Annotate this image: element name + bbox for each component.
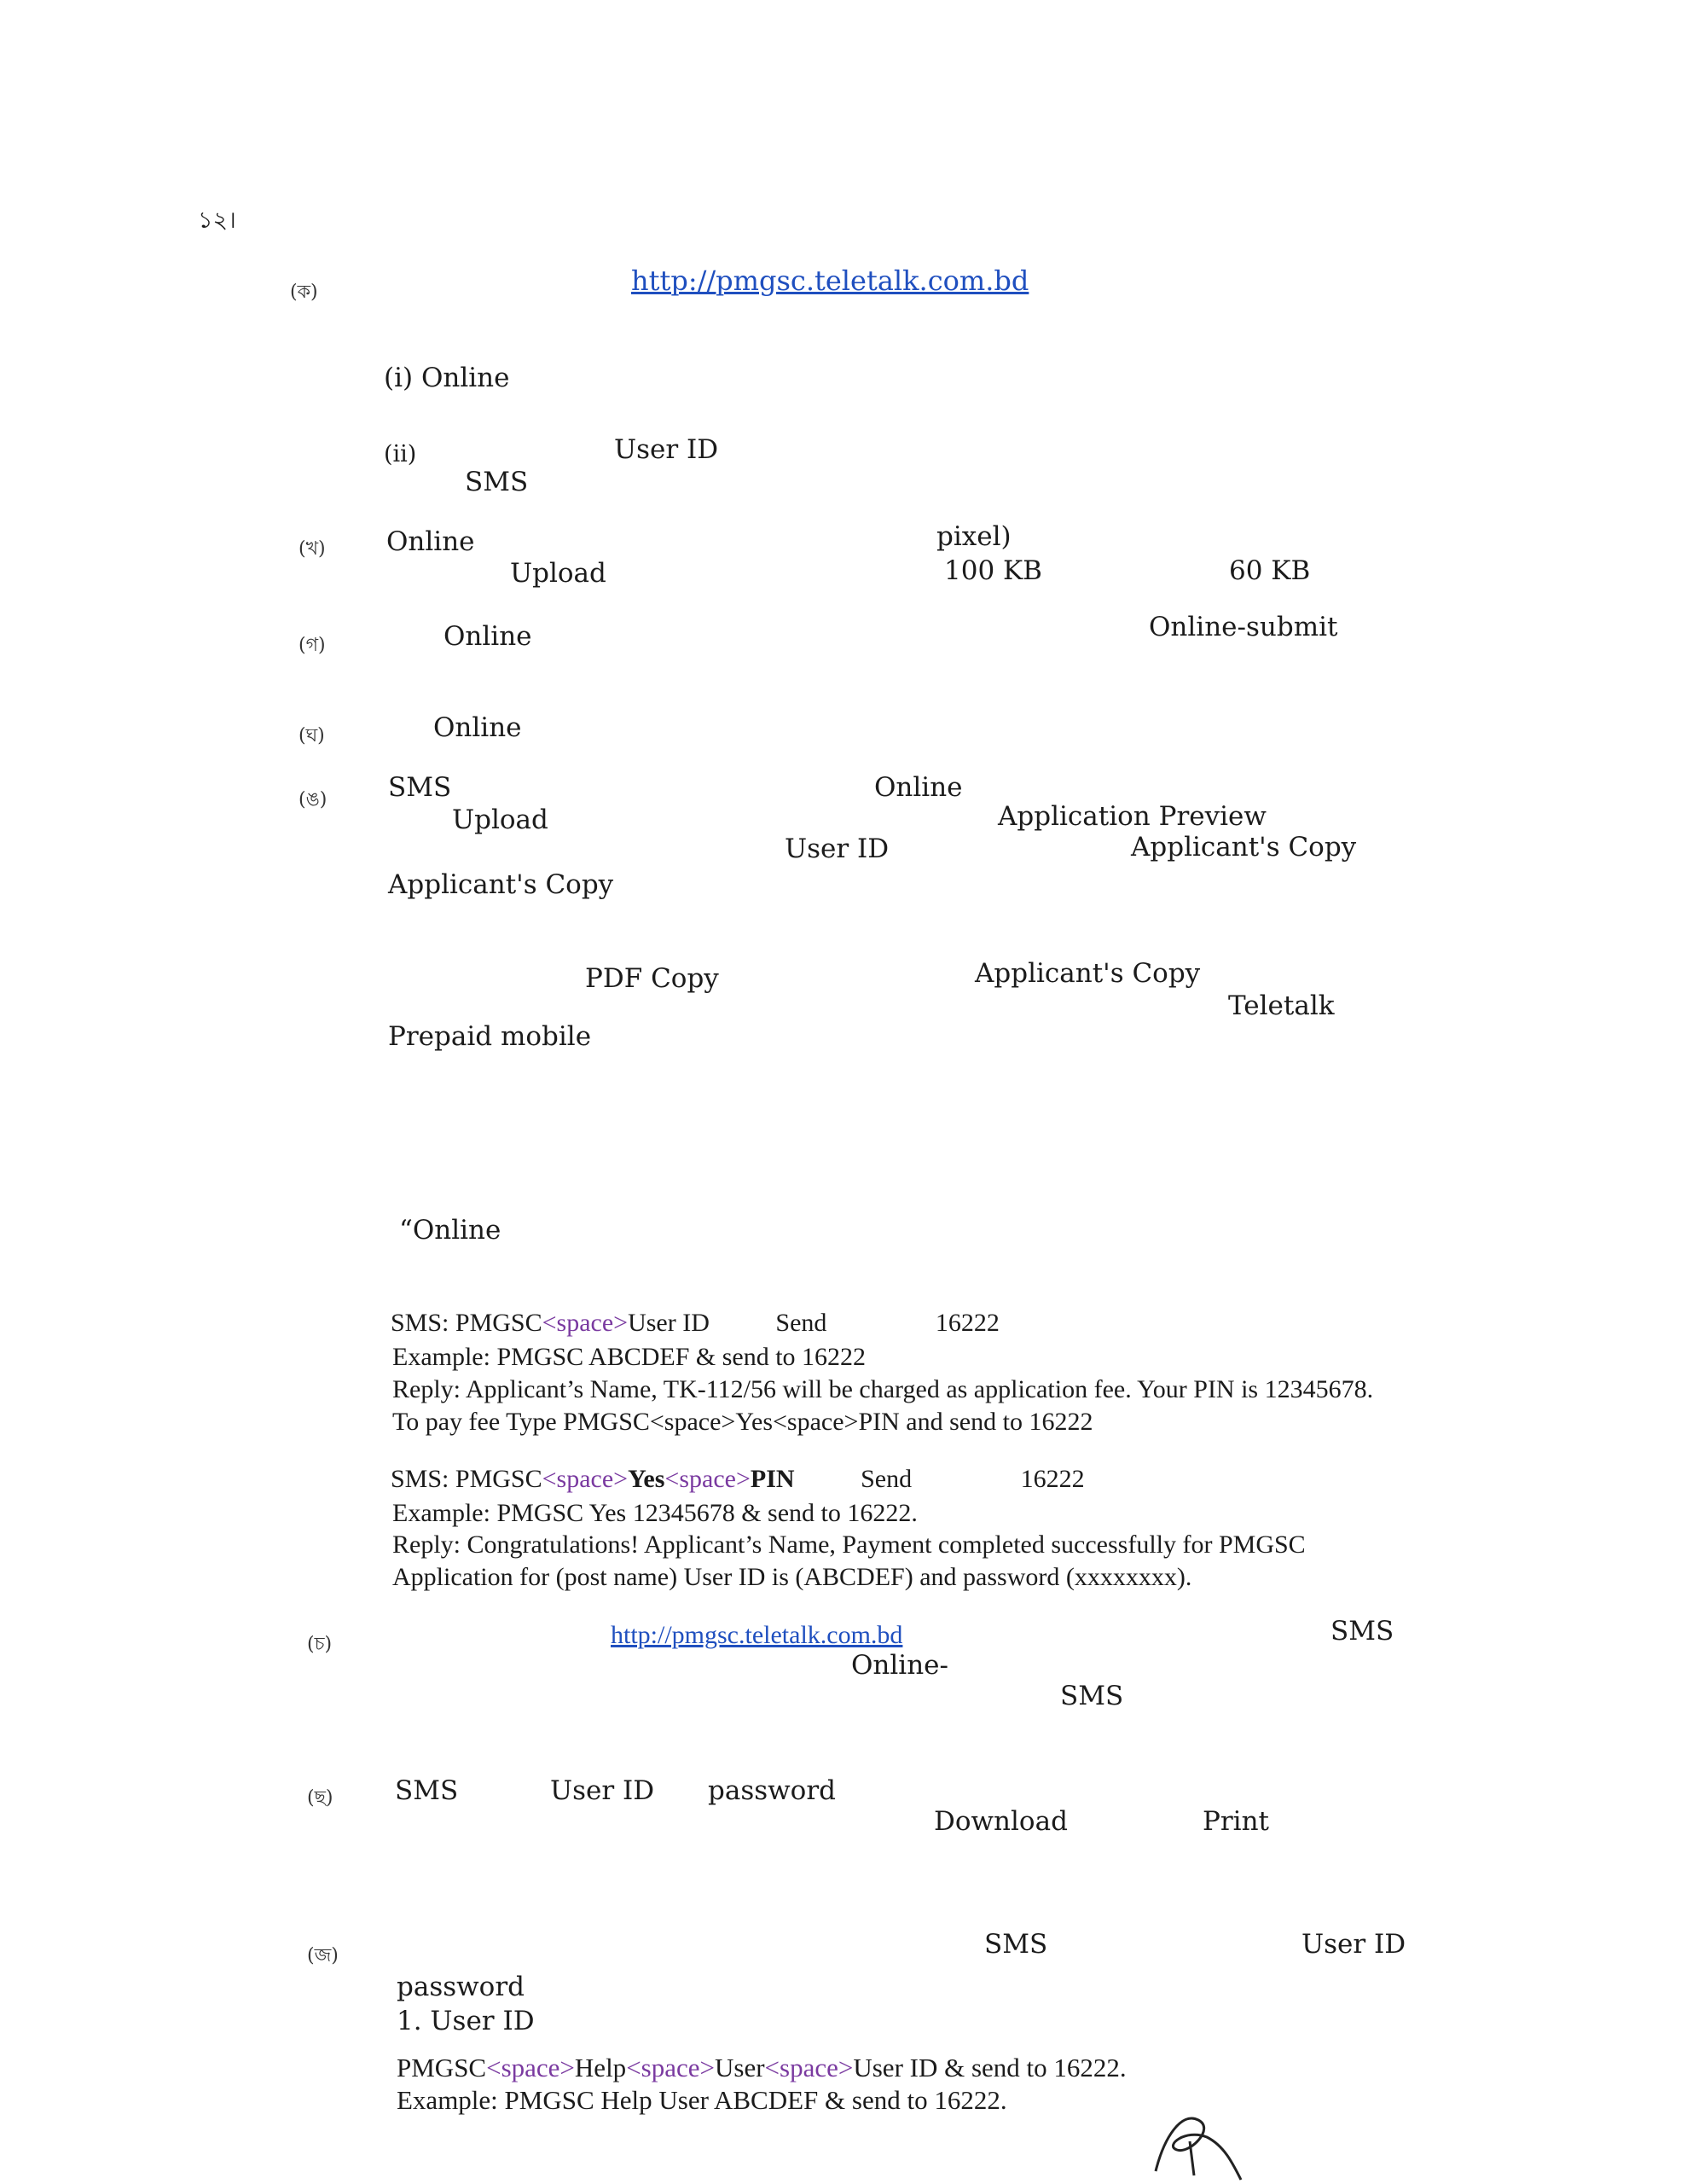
marker-kha: (খ) (299, 538, 326, 560)
online-quote-term: “Online (399, 1215, 501, 1246)
sub-item-i: (i) Online (384, 363, 510, 393)
help-cmd-space-3: <space> (764, 2053, 854, 2082)
photo-size: 100 KB (944, 555, 1042, 586)
user-id-term: User ID (550, 1775, 655, 1806)
sms2-pin: PIN (750, 1465, 795, 1493)
website-link[interactable]: http://pmgsc.teletalk.com.bd (631, 264, 1029, 297)
sms2-space-1: <space> (542, 1465, 629, 1493)
sms-term: SMS (388, 772, 452, 803)
online-term: Online (443, 621, 532, 652)
print-term: Print (1203, 1806, 1270, 1837)
help-cmd-pmgsc: PMGSC (397, 2053, 487, 2082)
password-term: password (708, 1775, 837, 1806)
sms1-reply-instruction: To pay fee Type PMGSC<space>Yes<space>PIN and send to 16222 (392, 1408, 1093, 1436)
handwritten-signature (1139, 2103, 1249, 2184)
user-id-term: User ID (785, 834, 890, 864)
submit-term: Online-submit (1149, 612, 1338, 642)
help-cmd-help: Help (574, 2053, 627, 2082)
marker-gha: (ঘ) (299, 725, 325, 746)
help-command-example: Example: PMGSC Help User ABCDEF & send to 16222. (397, 2085, 1007, 2115)
sms-term: SMS (1060, 1681, 1124, 1711)
signature-size: 60 KB (1229, 555, 1311, 586)
application-preview-term: Application Preview (998, 801, 1267, 832)
marker-ka: (ক) (290, 282, 318, 303)
online-term: Online- (851, 1650, 948, 1681)
marker-cha: (চ) (307, 1634, 333, 1655)
online-term: Online (433, 712, 522, 743)
help-cmd-space-2: <space> (626, 2053, 715, 2082)
sms2-label: SMS: PMGSC (391, 1465, 542, 1493)
online-term: Online (874, 772, 963, 803)
marker-ga: (গ) (299, 635, 326, 656)
sms1-number: 16222 (935, 1309, 1000, 1337)
sms2-example: Example: PMGSC Yes 12345678 & send to 16222. (392, 1499, 918, 1527)
sms1-label: SMS: PMGSC (391, 1309, 542, 1337)
upload-term: Upload (510, 558, 606, 589)
sms-term: SMS (465, 467, 529, 497)
download-term: Download (934, 1806, 1068, 1837)
applicants-copy-term: Applicant's Copy (388, 869, 614, 900)
upload-term: Upload (452, 804, 548, 835)
pdf-copy-term: PDF Copy (585, 963, 719, 994)
teletalk-term: Teletalk (1228, 990, 1335, 1021)
applicants-copy-term: Applicant's Copy (975, 958, 1201, 989)
sms1-example: Example: PMGSC ABCDEF & send to 16222 (392, 1343, 867, 1371)
sms1-reply: Reply: Applicant’s Name, TK-112/56 will be charged as application fee. Your PIN is 12345678. (392, 1375, 1374, 1403)
password-term: password (397, 1972, 525, 2002)
applicants-copy-term: Applicant's Copy (1131, 832, 1357, 863)
sms2-line (391, 1463, 1085, 1496)
website-link[interactable]: http://pmgsc.teletalk.com.bd (611, 1621, 903, 1649)
pixel-term: pixel) (936, 521, 1012, 552)
sms2-reply: Reply: Congratulations! Applicant’s Name, Payment completed successfully for PMGSC (392, 1531, 1306, 1559)
sms2-reply-cont: Application for (post name) User ID is (ABCDEF) and password (xxxxxxxx). (392, 1563, 1192, 1591)
step-1: 1. User ID (397, 2006, 535, 2036)
sms-term: SMS (395, 1775, 459, 1806)
sms2-send: Send (861, 1465, 913, 1493)
sms2-number: 16222 (1020, 1465, 1085, 1493)
section-number: ১২। (198, 207, 236, 234)
marker-ja: (জ) (307, 1945, 339, 1966)
sms-term: SMS (1330, 1616, 1394, 1647)
sms2-yes: Yes (628, 1465, 665, 1493)
sms-term: SMS (984, 1929, 1048, 1960)
online-term: Online (386, 526, 475, 557)
marker-chha: (ছ) (307, 1787, 333, 1809)
help-cmd-tail: User ID & send to 16222. (853, 2053, 1127, 2082)
sms1-send: Send (775, 1309, 827, 1337)
sms1-space: <space> (542, 1309, 629, 1337)
help-command (397, 2052, 1127, 2084)
user-id-term: User ID (614, 434, 719, 465)
user-id-term: User ID (1301, 1929, 1406, 1960)
sms1-user-id: User ID (628, 1309, 710, 1337)
sub-item-ii: (ii) (384, 441, 417, 468)
marker-uma: (ঙ) (299, 789, 328, 810)
help-cmd-user: User (715, 2053, 765, 2082)
help-cmd-space-1: <space> (486, 2053, 575, 2082)
sms2-space-2: <space> (664, 1465, 751, 1493)
sms1-line (391, 1307, 1000, 1339)
prepaid-mobile-term: Prepaid mobile (388, 1021, 592, 1052)
